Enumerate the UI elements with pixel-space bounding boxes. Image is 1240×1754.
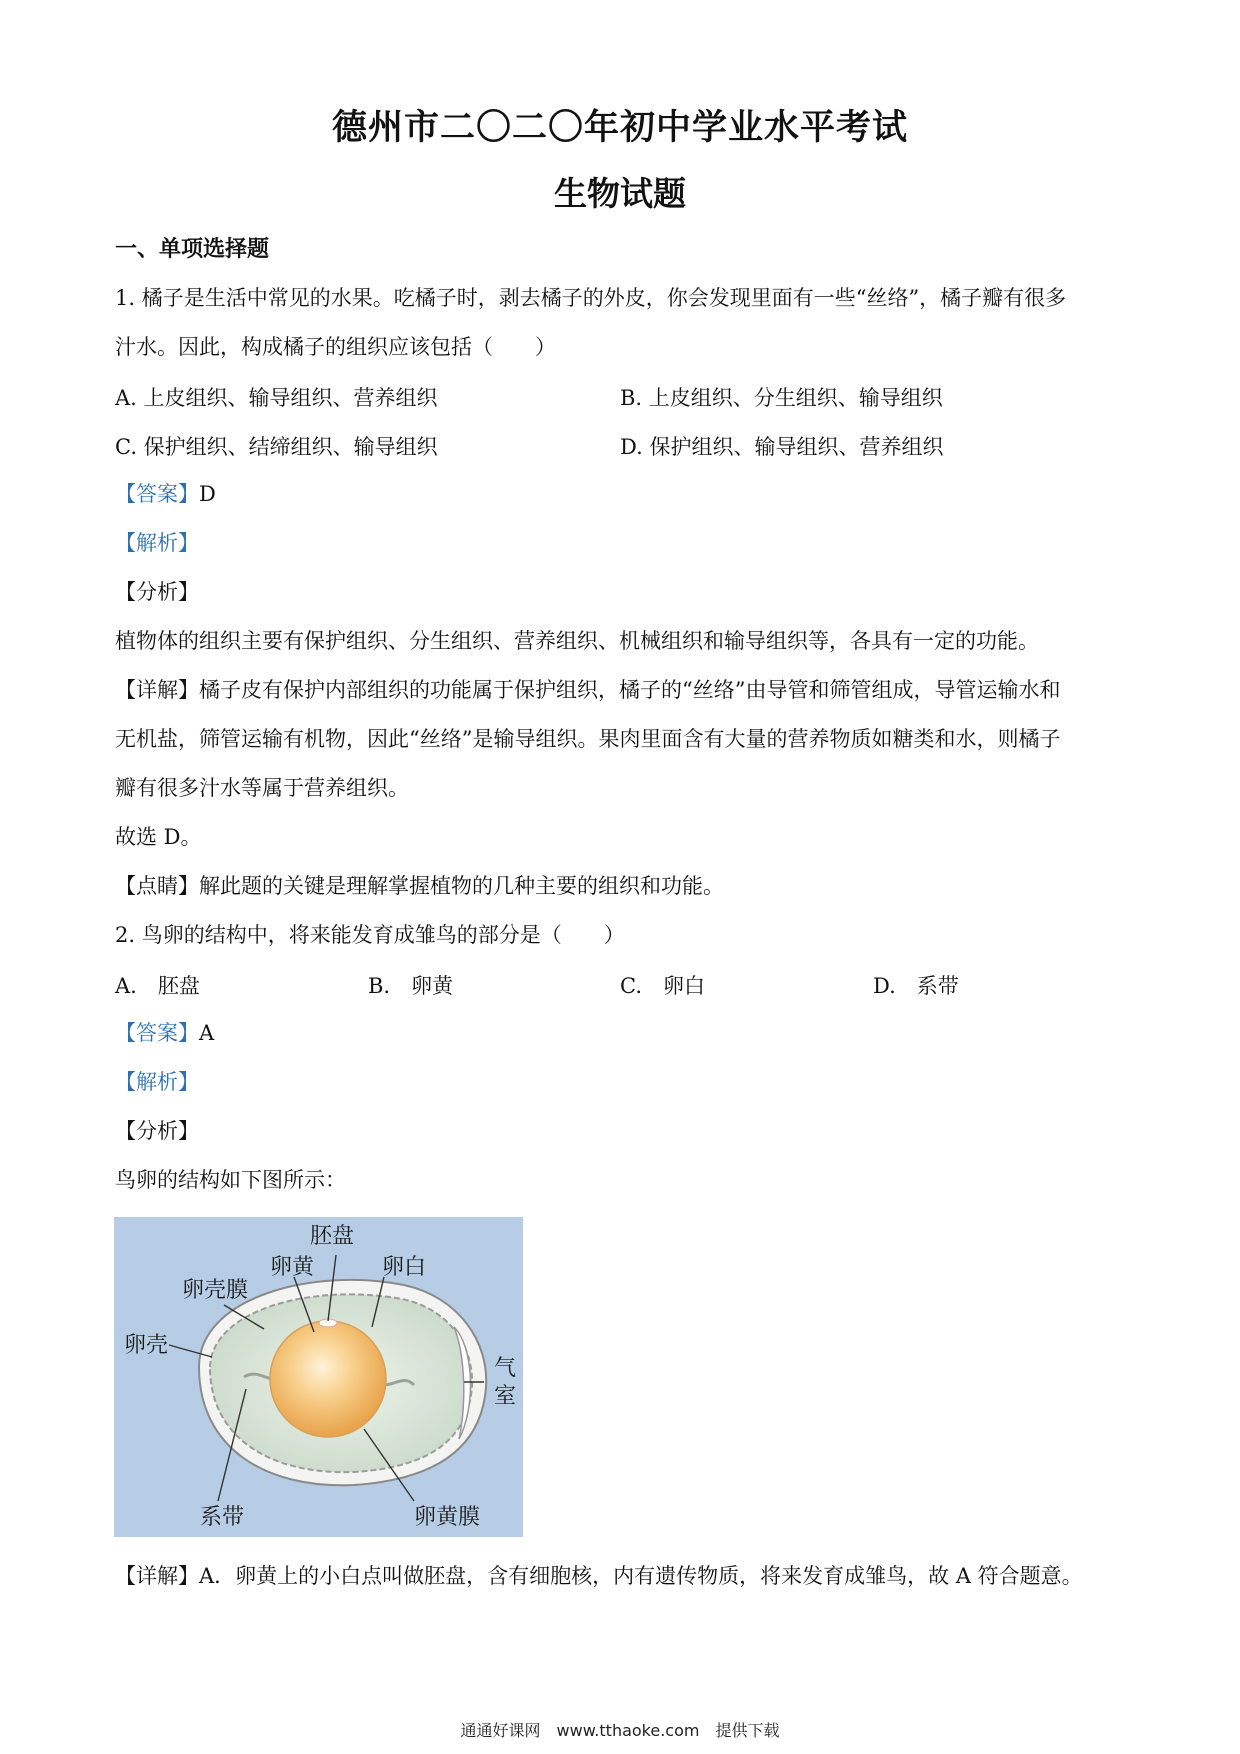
q1-fenxi-tag: 【分析】 [115, 580, 199, 604]
q1-detail-line2: 无机盐，筛管运输有机物，因此“丝络”是输导组织。果肉里面含有大量的营养物质如糖类和水，则橘子 [115, 727, 1061, 751]
answer-tag: 【答案】 [115, 482, 199, 506]
q1-answer [115, 480, 216, 508]
q2-fenxi-text: 鸟卵的结构如下图所示： [115, 1168, 346, 1192]
q1-detail-line1 [115, 676, 1060, 704]
exam-subtitle: 生物试题 [554, 174, 686, 213]
q1-option-c: C. 保护组织、结缔组织、输导组织 [115, 435, 438, 459]
label-shell-membrane: 卵壳膜 [182, 1278, 249, 1303]
q2-option-d: D. 系带 [873, 974, 959, 998]
label-germinal-disc: 胚盘 [310, 1224, 355, 1249]
dianjing-text: 解此题的关键是理解掌握植物的几种主要的组织和功能。 [199, 874, 724, 898]
label-shell: 卵壳 [124, 1333, 169, 1358]
q1-option-d: D. 保护组织、输导组织、营养组织 [620, 435, 944, 459]
answer-tag: 【答案】 [115, 1021, 199, 1045]
q1-analysis-tag: 【解析】 [115, 531, 199, 555]
q1-conclusion: 故选 D。 [115, 825, 202, 849]
q1-text-line2: 汁水。因此，构成橘子的组织应该包括（ ） [115, 335, 556, 359]
q1-text-line1: 1. 橘子是生活中常见的水果。吃橘子时，剥去橘子的外皮，你会发现里面有一些“丝络”，橘子瓣有很多 [115, 286, 1067, 310]
q1-option-a: A. 上皮组织、输导组织、营养组织 [115, 386, 438, 410]
label-albumen: 卵白 [382, 1255, 427, 1280]
label-vitelline-membrane: 卵黄膜 [414, 1505, 481, 1530]
answer-value: A [199, 1021, 215, 1045]
egg-structure-figure [114, 1217, 523, 1537]
q2-detail [115, 1562, 1083, 1590]
q2-analysis-tag: 【解析】 [115, 1070, 199, 1094]
q1-fenxi-text: 植物体的组织主要有保护组织、分生组织、营养组织、机械组织和输导组织等，各具有一定的功能。 [115, 629, 1039, 653]
q1-detail-line3: 瓣有很多汁水等属于营养组织。 [115, 776, 409, 800]
exam-title: 德州市二〇二〇年初中学业水平考试 [331, 108, 908, 148]
label-yolk: 卵黄 [270, 1255, 315, 1280]
q2-fenxi-tag: 【分析】 [115, 1119, 199, 1143]
q2-option-b: B. 卵黄 [368, 974, 454, 998]
egg-diagram [114, 1217, 523, 1537]
q2-answer [115, 1019, 214, 1047]
answer-value: D [199, 482, 216, 506]
detail-text: 橘子皮有保护内部组织的功能属于保护组织，橘子的“丝络”由导管和筛管组成，导管运输水和 [199, 678, 1061, 702]
dianjing-tag: 【点睛】 [115, 874, 199, 898]
q2-option-c: C. 卵白 [620, 974, 705, 998]
q2-text: 2. 鸟卵的结构中，将来能发育成雏鸟的部分是（ ） [115, 923, 625, 947]
section-heading: 一、单项选择题 [115, 237, 270, 262]
q1-option-b: B. 上皮组织、分生组织、输导组织 [620, 386, 943, 410]
label-air-cell-2: 室 [494, 1384, 517, 1409]
label-chalaza: 系带 [200, 1505, 245, 1530]
footer-source: 通通好课网 www.tthaoke.com 提供下载 [460, 1721, 780, 1740]
detail-tag: 【详解】 [115, 1564, 199, 1588]
q1-dianjing [115, 872, 724, 900]
detail-text: A．卵黄上的小白点叫做胚盘，含有细胞核，内有遗传物质，将来发育成雏鸟，故 A 符合题意。 [199, 1564, 1083, 1588]
detail-tag: 【详解】 [115, 678, 199, 702]
label-air-cell-1: 气 [494, 1356, 517, 1381]
q2-option-a: A. 胚盘 [115, 974, 200, 998]
yolk [270, 1321, 386, 1437]
